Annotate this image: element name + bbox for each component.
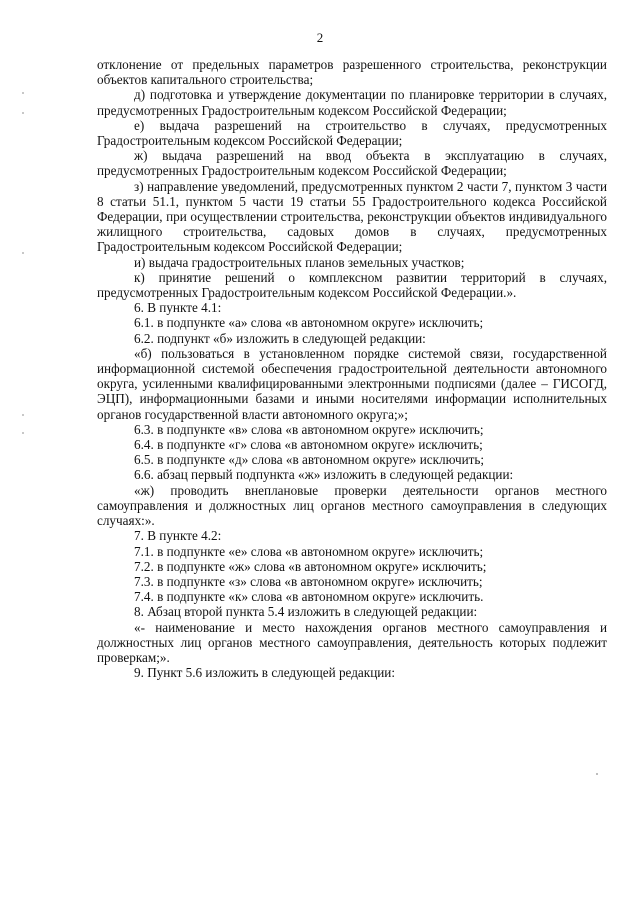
paragraph: «ж) проводить внеплановые проверки деятельности органов местного самоуправления и должностных лиц органов местного самоуправления в следующих случаях:». xyxy=(97,482,607,529)
paragraph: е) выдача разрешений на строительство в случаях, предусмотренных Градостроительным кодексом Российской Федерации; xyxy=(97,117,607,149)
paragraph: «- наименование и место нахождения органов местного самоуправления и должностных лиц органов местного самоуправления, деятельность которых подлежит проверкам;». xyxy=(97,619,607,665)
paragraph: 6. В пункте 4.1: xyxy=(134,300,222,316)
paragraph: 6.3. в подпункте «в» слова «в автономном округе» исключить; xyxy=(134,421,484,437)
paragraph: 6.1. в подпункте «а» слова «в автономном округе» исключить; xyxy=(134,315,484,331)
paragraph: 6.6. абзац первый подпункта «ж» изложить в следующей редакции: xyxy=(134,467,514,483)
paragraph: 6.4. в подпункте «г» слова «в автономном округе» исключить; xyxy=(134,437,483,453)
scan-speck xyxy=(596,773,598,775)
page-number: 2 xyxy=(316,30,324,45)
paragraph: з) направление уведомлений, предусмотренных пунктом 2 части 7, пунктом 3 части 8 статьи 51.1, пунктом 5 части 19 статьи 55 Градостроительного кодекса Российской Федерации, при осуществлении строительства, реконструкции объектов индивидуального жилищного строительства, садовых домов в случаях, предусмотренных Градостроительным кодексом Российской Федерации; xyxy=(97,178,607,255)
paragraph: д) подготовка и утверждение документации по планировке территории в случаях, предусмотренных Градостроительным кодексом Российской Федерации; xyxy=(97,87,607,118)
paragraph: 6.2. подпункт «б» изложить в следующей редакции: xyxy=(134,330,426,346)
paragraph: и) выдача градостроительных планов земельных участков; xyxy=(134,254,465,270)
paragraph: 8. Абзац второй пункта 5.4 изложить в следующей редакции: xyxy=(134,604,478,620)
scan-speck xyxy=(22,112,24,114)
paragraph: 7.4. в подпункте «к» слова «в автономном округе» исключить. xyxy=(134,589,484,605)
scan-speck xyxy=(22,252,24,254)
paragraph: 7.2. в подпункте «ж» слова «в автономном округе» исключить; xyxy=(134,558,487,574)
document-body xyxy=(97,57,607,680)
scan-speck xyxy=(22,92,24,94)
scan-speck xyxy=(22,414,24,416)
scan-speck xyxy=(22,432,24,434)
paragraph: к) принятие решений о комплексном развитии территорий в случаях, предусмотренных Градостроительным кодексом Российской Федерации.». xyxy=(97,269,607,301)
paragraph: отклонение от предельных параметров разрешенного строительства, реконструкции объектов капитального строительства; xyxy=(97,57,607,88)
paragraph: 7.3. в подпункте «з» слова «в автономном округе» исключить; xyxy=(134,573,483,589)
paragraph: 9. Пункт 5.6 изложить в следующей редакции: xyxy=(134,665,396,681)
paragraph: 6.5. в подпункте «д» слова «в автономном округе» исключить; xyxy=(134,452,485,468)
paragraph: 7. В пункте 4.2: xyxy=(134,528,222,544)
paragraph: 7.1. в подпункте «е» слова «в автономном округе» исключить; xyxy=(134,543,484,559)
paragraph: ж) выдача разрешений на ввод объекта в эксплуатацию в случаях, предусмотренных Градостроительным кодексом Российской Федерации; xyxy=(97,148,607,179)
paragraph: «б) пользоваться в установленном порядке системой связи, государственной информационной системой обеспечения градостроительной деятельности автономного округа, усиленными квалифицированными электронными подписями (далее – ГИСОГД, ЭЦП), информационными базами и иными носителями информации исполнительных органов государственной власти автономного округа;»; xyxy=(97,345,607,422)
